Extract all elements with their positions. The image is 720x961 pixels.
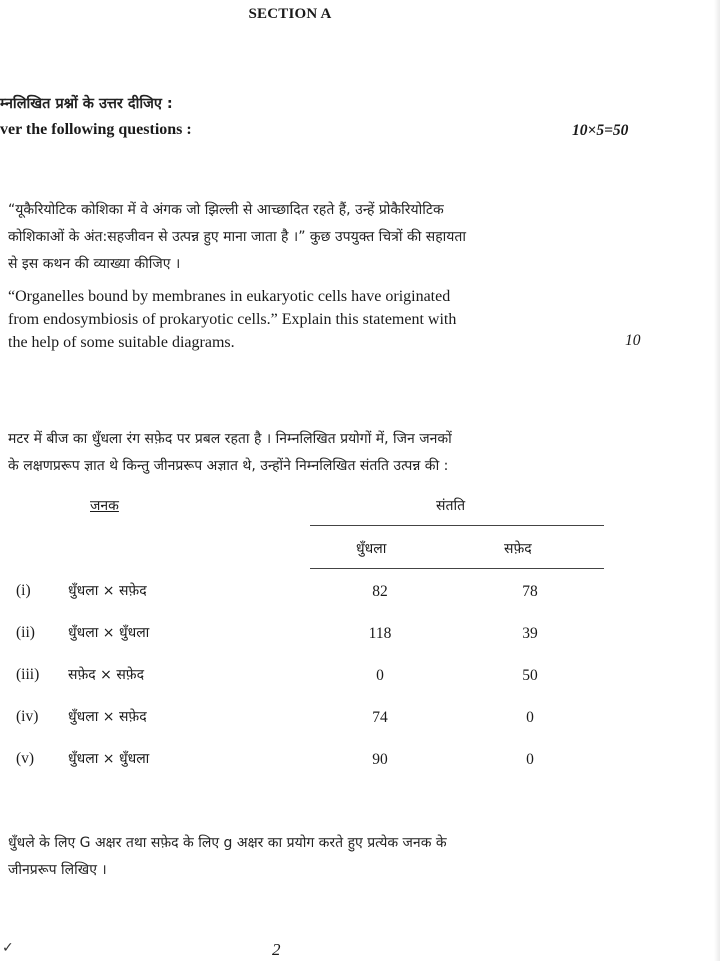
instruction-english: ver the following questions : — [0, 121, 192, 138]
total-marks: 10×5=50 — [572, 122, 629, 139]
q1-english-line: from endosymbiosis of prokaryotic cells.” Explain this statement with — [8, 311, 457, 328]
q2-hindi-line: के लक्षणप्ररूप ज्ञात थे किन्तु जीनप्ररूप अज्ञात थे, उन्होंने निम्नलिखित संतति उत्पन्न की : — [8, 458, 449, 474]
row-number: (v) — [16, 750, 35, 767]
row-dull-count: 82 — [372, 583, 388, 600]
row-cross: धुँधला × सफ़ेद — [68, 709, 147, 725]
page-number: 2 — [272, 940, 281, 959]
q1-english-line: the help of some suitable diagrams. — [8, 334, 235, 351]
q1-hindi-line: कोशिकाओं के अंत:सहजीवन से उत्पन्न हुए माना जाता है ।” कुछ उपयुक्त चित्रों की सहायता — [8, 229, 467, 245]
check-mark-icon: ✓ — [2, 940, 14, 956]
row-number: (iv) — [16, 708, 39, 725]
row-cross: धुँधला × धुँधला — [68, 751, 150, 767]
row-white-count: 39 — [522, 625, 538, 642]
row-dull-count: 118 — [368, 625, 392, 642]
q2-footer-line: जीनप्ररूप लिखिए । — [8, 862, 107, 878]
instruction-hindi: म्नलिखित प्रश्नों के उत्तर दीजिए : — [0, 96, 173, 112]
row-white-count: 50 — [522, 667, 538, 684]
q1-hindi-line: से इस कथन की व्याख्या कीजिए । — [8, 256, 181, 272]
q1-marks: 10 — [625, 332, 641, 349]
scan-edge — [714, 0, 720, 961]
row-number: (ii) — [16, 624, 35, 641]
row-dull-count: 0 — [376, 667, 384, 684]
q1-hindi-text — [8, 197, 618, 278]
progeny-header: संतति — [436, 498, 466, 514]
row-white-count: 0 — [526, 709, 534, 726]
row-cross: धुँधला × धुँधला — [68, 625, 150, 641]
col-header-dull: धुँधला — [356, 541, 387, 557]
row-cross: धुँधला × सफ़ेद — [68, 583, 147, 599]
table-rule-bottom — [310, 568, 604, 569]
q2-hindi-text — [8, 426, 618, 480]
row-white-count: 78 — [522, 583, 538, 600]
section-title: SECTION A — [248, 6, 332, 22]
q1-hindi-line: “यूकैरियोटिक कोशिका में वे अंगक जो झिल्ली से आच्छादित रहते हैं, उन्हें प्रोकैरियोटिक — [8, 202, 444, 218]
col-header-white: सफ़ेद — [504, 541, 532, 557]
row-dull-count: 74 — [372, 709, 388, 726]
row-dull-count: 90 — [372, 751, 388, 768]
row-number: (i) — [16, 582, 31, 599]
q2-footer-line: धुँधले के लिए G अक्षर तथा सफ़ेद के लिए g अक्षर का प्रयोग करते हुए प्रत्येक जनक के — [8, 835, 447, 851]
table-rule-top — [310, 525, 604, 526]
q1-english-line: “Organelles bound by membranes in eukaryotic cells have originated — [8, 288, 451, 305]
row-number: (iii) — [16, 666, 40, 683]
row-cross: सफ़ेद × सफ़ेद — [68, 667, 145, 683]
q1-english-text — [8, 285, 608, 354]
row-white-count: 0 — [526, 751, 534, 768]
q2-footer-text — [8, 830, 618, 884]
q2-hindi-line: मटर में बीज का धुँधला रंग सफ़ेद पर प्रबल रहता है । निम्नलिखित प्रयोगों में, जिन जनकों — [8, 431, 452, 447]
parent-header: जनक — [90, 498, 119, 514]
